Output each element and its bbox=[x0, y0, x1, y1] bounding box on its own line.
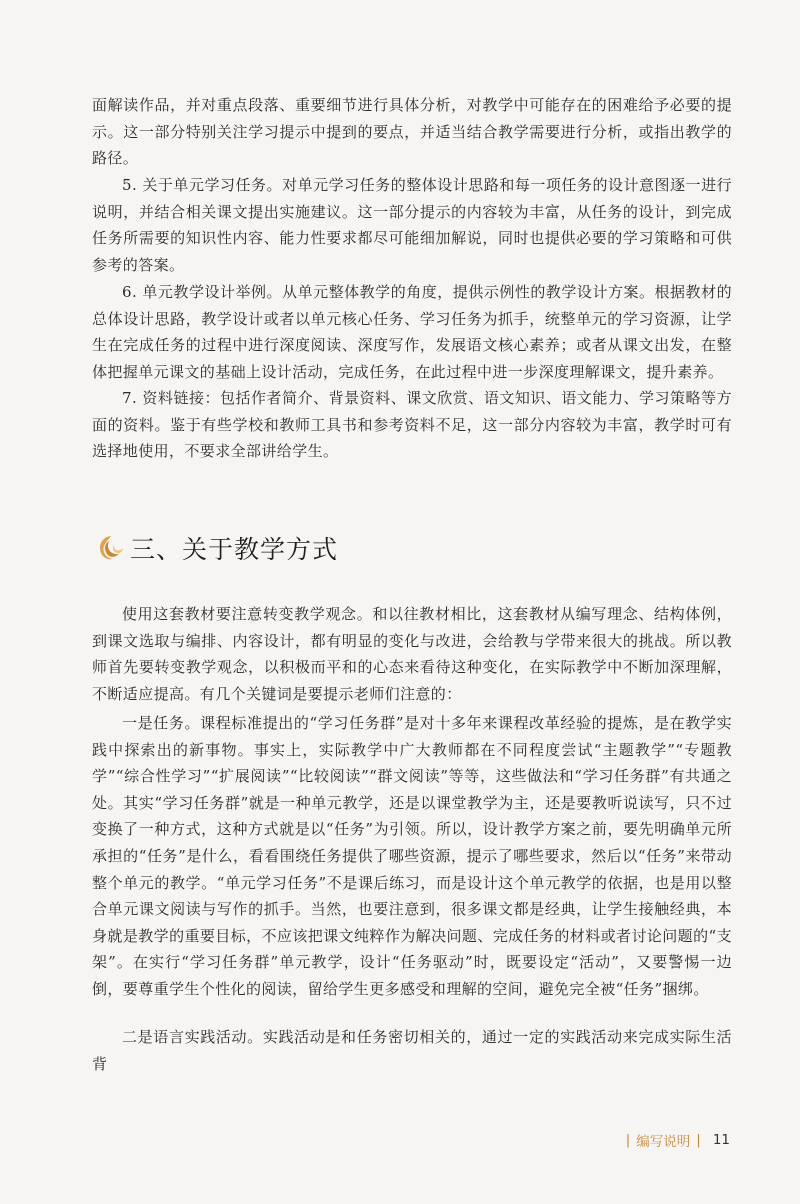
footer-divider: | bbox=[625, 1132, 631, 1148]
swirl-logo-icon bbox=[96, 533, 126, 563]
page-footer bbox=[560, 1130, 730, 1150]
footer-divider: | bbox=[696, 1132, 701, 1148]
paragraph-intro-continuation: 面解读作品，并对重点段落、重要细节进行具体分析，对教学中可能存在的困难给予必要的提示。这一部分特别关注学习提示中提到的要点，并适当结合教学需要进行分析，或指出教学的路径。 bbox=[92, 96, 732, 168]
section-heading-text: 三、关于教学方式 bbox=[130, 535, 339, 564]
footer-section-label: 编写说明 bbox=[636, 1134, 691, 1150]
paragraph-teaching-concept: 使用这套教材要注意转变教学观念。和以往教材相比，这套教材从编写理念、结构体例，到课文选取与编排、内容设计，都有明显的变化与改进，会给教与学带来很大的挑战。所以教师首先要转变教学观念，以积极而平和的心态来看待这种变化，在实际教学中不断加深理解，不断适应提高。有几个关键词是要提示老师们注意的： bbox=[92, 605, 732, 703]
paragraph-task: 一是任务。课程标准提出的“学习任务群”是对十多年来课程改革经验的提炼，是在教学实践中探索出的新事物。事实上，实际教学中广大教师都在不同程度尝试“主题教学”“专题教学”“综合性学习”“扩展阅读”“比较阅读”“群文阅读”等等，这些做法和“学习任务群”有共通之处。其实“学习任务群”就是一种单元教学，还是以课堂教学为主，还是要教听说读写，只不过变换了一种方式，这种方式就是以“任务”为引领。所以，设计教学方案之前，要先明确单元所承担的“任务”是什么，看看围绕任务提供了哪些资源，提示了哪些要求，然后以“任务”来带动整个单元的教学。“单元学习任务”不是课后练习，而是设计这个单元教学的依据，也是用以整合单元课文阅读与写作的抓手。当然，也要注意到，很多课文都是经典，让学生接触经典，本身就是教学的重要目标，不应该把课文纯粹作为解决问题、完成任务的材料或者讨论问题的“支架”。在实行“学习任务群”单元教学，设计“任务驱动”时，既要设定“活动”，又要警惕一边倒，要尊重学生个性化的阅读，留给学生更多感受和理解的空间，避免完全被“任务”捆绑。 bbox=[92, 714, 732, 998]
paragraph-item-6: 6. 单元教学设计举例。从单元整体教学的角度，提供示例性的教学设计方案。根据教材的总体设计思路，教学设计或者以单元核心任务、学习任务为抓手，统整单元的学习资源，让学生在完成任务的过程中进行深度阅读、深度写作，发展语文核心素养；或者从课文出发，在整体把握单元课文的基础上设计活动，完成任务，在此过程中进一步深度理解课文，提升素养。 bbox=[92, 283, 732, 381]
section-heading bbox=[96, 530, 338, 566]
paragraph-practice-activity: 二是语言实践活动。实践活动是和任务密切相关的，通过一定的实践活动来完成实际生活背 bbox=[92, 1028, 732, 1073]
page-number: 11 bbox=[712, 1132, 730, 1148]
paragraph-item-7: 7. 资料链接：包括作者简介、背景资料、课文欣赏、语文知识、语文能力、学习策略等方面的资料。鉴于有些学校和教师工具书和参考资料不足，这一部分内容较为丰富，教学时可有选择地使用，不要求全部讲给学生。 bbox=[92, 389, 732, 461]
paragraph-item-5: 5. 关于单元学习任务。对单元学习任务的整体设计思路和每一项任务的设计意图逐一进行说明，并结合相关课文提出实施建议。这一部分提示的内容较为丰富，从任务的设计，到完成任务所需要的知识性内容、能力性要求都尽可能细加解说，同时也提供必要的学习策略和可供参考的答案。 bbox=[92, 176, 732, 274]
